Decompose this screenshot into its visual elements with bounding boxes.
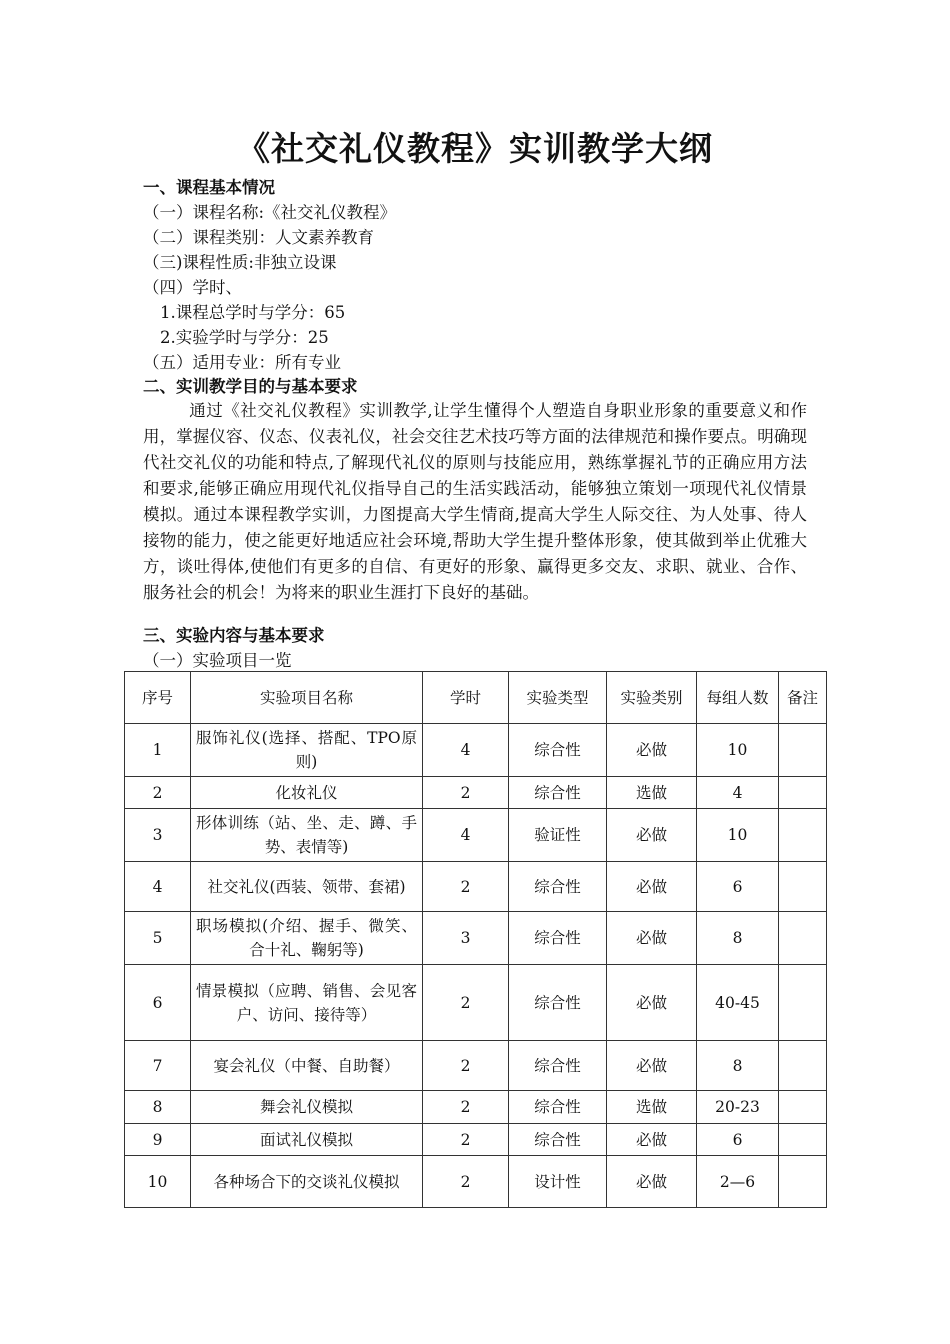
objectives-paragraph: 通过《社交礼仪教程》实训教学,让学生懂得个人塑造自身职业形象的重要意义和作用，掌握仪容、仪态、仪表礼仪，社会交往艺术技巧等方面的法律规范和操作要点。明确现代社交礼仪的功能和特点,了解现代礼仪的原则与技能应用，熟练掌握礼节的正确应用方法和要求,能够正确应用现代礼仪指导自己的生活实践活动，能够独立策划一项现代礼仪情景模拟。通过本课程教学实训，力图提高大学生情商,提高大学生人际交往、为人处事、待人接物的能力，使之能更好地适应社会环境,帮助大学生提升整体形象，使其做到举止优雅大方，谈吐得体,使他们有更多的自信、有更好的形象、赢得更多交友、求职、就业、合作、服务社会的机会！为将来的职业生涯打下良好的基础。	[143, 401, 807, 602]
table-cell: 6	[125, 965, 191, 1041]
table-cell: 综合性	[509, 862, 607, 912]
table-cell	[779, 777, 827, 809]
table-cell: 2	[423, 1091, 509, 1124]
table-cell: 验证性	[509, 809, 607, 862]
experiment-table	[124, 671, 827, 1208]
table-cell: 2	[423, 1041, 509, 1091]
table-row	[125, 912, 827, 965]
table-cell: 必做	[607, 1124, 697, 1156]
table-cell: 综合性	[509, 1124, 607, 1156]
lab-hours-line: 2.实验学时与学分：25	[160, 328, 329, 347]
table-cell: 40-45	[697, 965, 779, 1041]
table-cell: 2	[423, 965, 509, 1041]
table-row	[125, 862, 827, 912]
table-cell: 2	[423, 1156, 509, 1208]
table-cell: 4	[697, 777, 779, 809]
header-cell: 实验项目名称	[191, 672, 423, 724]
table-cell: 10	[697, 809, 779, 862]
table-cell	[779, 1091, 827, 1124]
table-cell	[779, 724, 827, 777]
header-cell: 实验类别	[607, 672, 697, 724]
table-cell: 综合性	[509, 1091, 607, 1124]
project-list-subheading: （一）实验项目一览	[143, 651, 292, 670]
section1-heading: 一、课程基本情况	[143, 178, 275, 197]
table-row	[125, 724, 827, 777]
table-cell: 2	[423, 862, 509, 912]
table-cell: 服饰礼仪(选择、搭配、TPO原则)	[191, 724, 423, 777]
table-cell: 3	[125, 809, 191, 862]
table-cell: 5	[125, 912, 191, 965]
table-cell	[779, 1041, 827, 1091]
document-title: 《社交礼仪教程》实训教学大纲	[237, 129, 713, 168]
table-row	[125, 1156, 827, 1208]
table-cell: 必做	[607, 965, 697, 1041]
table-cell: 4	[423, 809, 509, 862]
applicable-major-line: （五）适用专业：所有专业	[143, 353, 341, 372]
table-cell: 宴会礼仪（中餐、自助餐）	[191, 1041, 423, 1091]
table-cell: 必做	[607, 1041, 697, 1091]
course-nature-line: （三)课程性质:非独立设课	[143, 253, 337, 272]
table-cell: 1	[125, 724, 191, 777]
table-row	[125, 1091, 827, 1124]
table-row	[125, 777, 827, 809]
table-cell: 各种场合下的交谈礼仪模拟	[191, 1156, 423, 1208]
header-cell: 序号	[125, 672, 191, 724]
header-cell: 备注	[779, 672, 827, 724]
table-cell: 必做	[607, 862, 697, 912]
table-cell: 8	[697, 1041, 779, 1091]
table-cell: 综合性	[509, 777, 607, 809]
table-cell: 10	[125, 1156, 191, 1208]
table-cell: 化妆礼仪	[191, 777, 423, 809]
table-cell: 2	[125, 777, 191, 809]
table-row	[125, 809, 827, 862]
section3-heading: 三、实验内容与基本要求	[143, 626, 325, 645]
table-cell: 2	[423, 1124, 509, 1156]
table-cell: 2	[423, 777, 509, 809]
table-cell: 设计性	[509, 1156, 607, 1208]
table-cell: 综合性	[509, 1041, 607, 1091]
table-row	[125, 965, 827, 1041]
table-cell: 8	[697, 912, 779, 965]
table-cell: 职场模拟(介绍、握手、微笑、合十礼、鞠躬等)	[191, 912, 423, 965]
table-cell: 综合性	[509, 724, 607, 777]
table-cell	[779, 912, 827, 965]
table-cell: 面试礼仪模拟	[191, 1124, 423, 1156]
table-cell: 形体训练（站、坐、走、蹲、手势、表情等)	[191, 809, 423, 862]
hours-line: （四）学时、	[143, 278, 242, 297]
table-cell: 舞会礼仪模拟	[191, 1091, 423, 1124]
header-cell: 每组人数	[697, 672, 779, 724]
header-cell: 学时	[423, 672, 509, 724]
section2-heading: 二、实训教学目的与基本要求	[143, 377, 358, 396]
table-cell: 必做	[607, 912, 697, 965]
table-cell: 6	[697, 862, 779, 912]
table-cell: 选做	[607, 777, 697, 809]
table-row	[125, 1041, 827, 1091]
header-cell: 实验类型	[509, 672, 607, 724]
table-cell: 20-23	[697, 1091, 779, 1124]
table-cell	[779, 1124, 827, 1156]
table-cell: 必做	[607, 809, 697, 862]
course-name-line: （一）课程名称:《社交礼仪教程》	[143, 203, 397, 222]
table-cell: 必做	[607, 724, 697, 777]
table-cell: 4	[125, 862, 191, 912]
table-cell: 8	[125, 1091, 191, 1124]
table-cell: 综合性	[509, 912, 607, 965]
table-cell: 6	[697, 1124, 779, 1156]
table-cell	[779, 965, 827, 1041]
table-cell: 情景模拟（应聘、销售、会见客户、访问、接待等）	[191, 965, 423, 1041]
table-cell	[779, 862, 827, 912]
table-cell	[779, 1156, 827, 1208]
table-cell: 社交礼仪(西装、领带、套裙)	[191, 862, 423, 912]
table-row	[125, 1124, 827, 1156]
table-cell: 选做	[607, 1091, 697, 1124]
table-header-row	[125, 672, 827, 724]
course-category-line: （二）课程类别：人文素养教育	[143, 228, 374, 247]
total-hours-line: 1.课程总学时与学分：65	[160, 303, 346, 322]
table-cell: 2—6	[697, 1156, 779, 1208]
table-cell: 7	[125, 1041, 191, 1091]
table-cell: 综合性	[509, 965, 607, 1041]
table-cell: 3	[423, 912, 509, 965]
table-cell: 4	[423, 724, 509, 777]
table-cell: 9	[125, 1124, 191, 1156]
table-cell: 10	[697, 724, 779, 777]
table-cell: 必做	[607, 1156, 697, 1208]
table-cell	[779, 809, 827, 862]
